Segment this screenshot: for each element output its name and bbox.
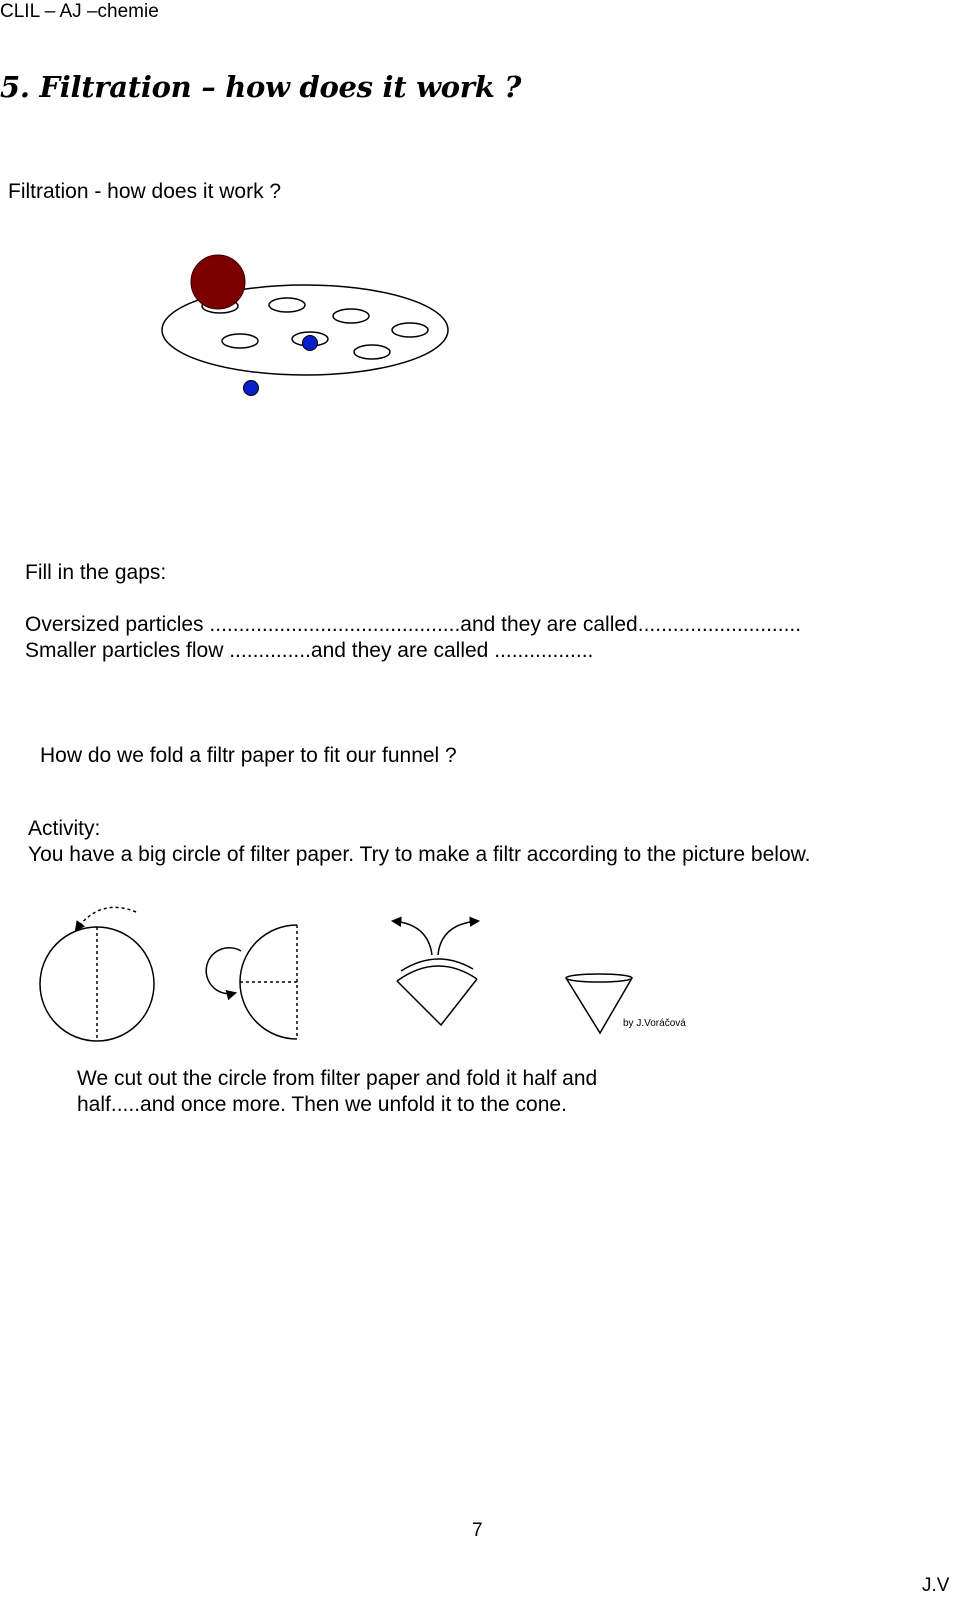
activity-instructions: You have a big circle of filter paper. Try to make a filtr according to the picture below. — [28, 843, 811, 866]
folding-question: How do we fold a filtr paper to fit our funnel ? — [40, 744, 457, 767]
gaps-heading: Fill in the gaps: — [25, 561, 167, 584]
gap-sentence-2: Smaller particles flow ..............and they are called ................. — [25, 639, 594, 662]
author-initials: J.V — [922, 1575, 950, 1596]
page-number: 7 — [472, 1520, 483, 1541]
fold-step-3 — [393, 921, 478, 1025]
gap-sentence-1: Oversized particles ...........................................and they are called............................ — [25, 613, 802, 636]
page-title: 5. Filtration – how does it work ? — [0, 70, 522, 104]
drawing-credit: by J.Voráčová — [623, 1018, 686, 1029]
fold-step-1 — [40, 907, 154, 1041]
activity-label: Activity: — [28, 817, 101, 840]
explanation-line-1: We cut out the circle from filter paper and fold it half and — [77, 1067, 598, 1090]
explanation-line-2: half.....and once more. Then we unfold it to the cone. — [77, 1093, 567, 1116]
diagram-subtitle: Filtration - how does it work ? — [8, 180, 282, 203]
course-header: CLIL – AJ –chemie — [0, 1, 159, 22]
fold-step-2 — [206, 925, 297, 1039]
